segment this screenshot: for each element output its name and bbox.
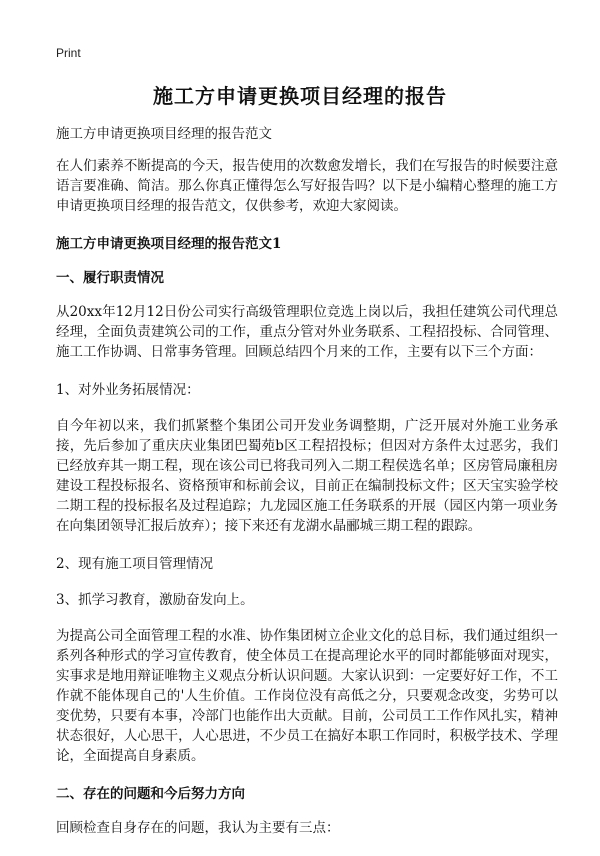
- item3-title: 3、抓学习教育，激励奋发向上。: [56, 592, 254, 608]
- document-body: [56, 124, 558, 856]
- print-link[interactable]: Print: [56, 46, 81, 60]
- article-heading: 施工方申请更换项目经理的报告范文1: [56, 236, 282, 252]
- page-title: 施工方申请更换项目经理的报告: [153, 84, 447, 108]
- item3-body: 为提高公司全面管理工程的水准、协作集团树立企业文化的总目标，我们通过组织一系列各种形式的学习宣传教育，使全体员工在提高理论水平的同时都能够面对现实，实事求是地用辩证唯物主义观点分析认识问题。大家认识到：一定要好好工作，不工作就不能体现自己的'人生价值。工作岗位没有高低之分，只要观念改变，劣势可以变优势，只要有本事，冷部门也能作出大贡献。目前，公司员工工作作风扎实，精神状态很好，人心思干，人心思进，不少员工在搞好本职工作同时，积极学技术、学理论，全面提高自身素质。: [56, 628, 558, 764]
- section2-heading: 二、存在的问题和今后努力方向: [56, 786, 245, 802]
- document-subtitle: 施工方申请更换项目经理的报告范文: [56, 126, 272, 142]
- item1-title: 1、对外业务拓展情况：: [56, 382, 200, 398]
- intro-paragraph: 在人们素养不断提高的今天，报告使用的次数愈发增长，我们在写报告的时候要注意语言要准确、简洁。那么你真正懂得怎么写好报告吗？以下是小编精心整理的施工方申请更换项目经理的报告范文，仅供参考，欢迎大家阅读。: [56, 158, 558, 214]
- item2-title: 2、现有施工项目管理情况: [56, 556, 214, 572]
- section1-paragraph: 从20xx年12月12日份公司实行高级管理职位竞选上岗以后，我担任建筑公司代理总经理，全面负责建筑公司的工作，重点分管对外业务联系、工程招投标、合同管理、施工工作协调、日常事务管理。回顾总结四个月来的工作，主要有以下三个方面：: [56, 304, 558, 360]
- section1-heading: 一、履行职责情况: [56, 270, 164, 286]
- item1-body: 自今年初以来，我们抓紧整个集团公司开发业务调整期，广泛开展对外施工业务承接，先后参加了重庆庆业集团巴蜀苑b区工程招投标；但因对方条件太过恶劣，我们已经放弃其一期工程，现在该公司已将我司列入二期工程侯选名单；区房管局廉租房建设工程投标报名、资格预审和标前会议，目前正在编制投标文件；区天宝实验学校二期工程的投标报名及过程追踪；九龙园区施工任务联系的开展（园区内第一项业务在向集团领导汇报后放弃）；接下来还有龙湖水晶郦城三期工程的跟踪。: [56, 418, 558, 534]
- section2-paragraph: 回顾检查自身存在的问题，我认为主要有三点：: [56, 820, 340, 836]
